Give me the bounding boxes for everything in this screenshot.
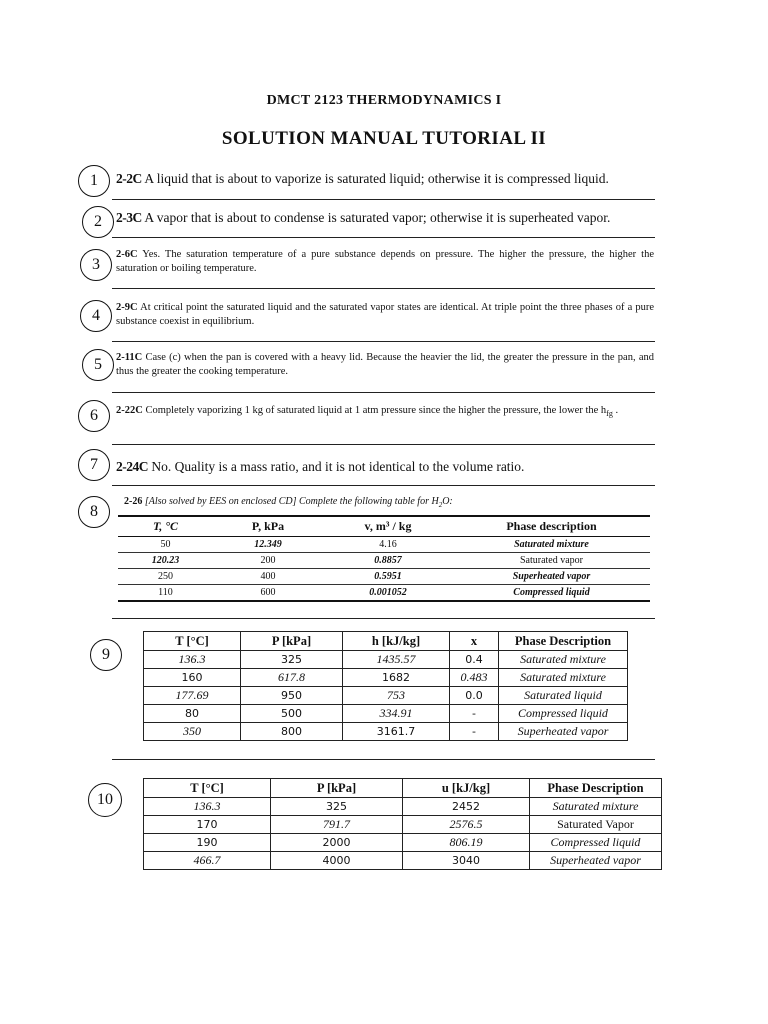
table-cell: 806.19 xyxy=(403,834,530,852)
question-number-2: 2 xyxy=(82,206,114,238)
question-number-3: 3 xyxy=(80,249,112,281)
q10-table xyxy=(143,778,662,870)
answer-6 xyxy=(116,404,654,419)
answer-code: 2-2C xyxy=(116,171,142,186)
table-cell: 250 xyxy=(118,569,213,585)
divider xyxy=(112,199,655,200)
table-row xyxy=(144,852,662,870)
table-cell: 136.3 xyxy=(144,798,271,816)
table-cell: 617.8 xyxy=(241,669,343,687)
table-cell: 50 xyxy=(118,537,213,553)
answer-text: A vapor that is about to condense is saturated vapor; otherwise it is superheated vapor. xyxy=(141,210,611,225)
table-cell: Saturated mixture xyxy=(499,651,628,669)
divider xyxy=(112,444,655,445)
table-header-row xyxy=(144,779,662,798)
column-header: Phase Description xyxy=(499,632,628,651)
table-row xyxy=(118,585,650,602)
divider xyxy=(112,341,655,342)
table-cell: 190 xyxy=(144,834,271,852)
answer-3 xyxy=(116,248,654,277)
table-cell: 466.7 xyxy=(144,852,271,870)
table-cell: 800 xyxy=(241,723,343,741)
table-cell: 160 xyxy=(144,669,241,687)
table-cell: 2452 xyxy=(403,798,530,816)
table-row xyxy=(144,816,662,834)
column-header: Phase description xyxy=(453,516,650,537)
table-cell: 325 xyxy=(241,651,343,669)
divider xyxy=(112,618,655,619)
divider xyxy=(112,485,655,486)
answer-1 xyxy=(116,170,654,189)
answer-4 xyxy=(116,301,654,330)
table-cell: Compressed liquid xyxy=(530,834,662,852)
table-cell: 2000 xyxy=(271,834,403,852)
table-header-row xyxy=(118,516,650,537)
answer-text: At critical point the saturated liquid and the saturated vapor states are identical. At triple point the three phases of a pure substance coexist in equilibrium. xyxy=(116,302,654,328)
q8-intro-subscript: 2 xyxy=(438,501,443,509)
q8-intro-tail: O: xyxy=(442,496,453,507)
question-number-9: 9 xyxy=(90,639,122,671)
column-header: Phase Description xyxy=(530,779,662,798)
answer-code: 2-11C xyxy=(116,352,143,363)
table-row xyxy=(118,553,650,569)
column-header: u [kJ/kg] xyxy=(403,779,530,798)
table-cell: - xyxy=(450,705,499,723)
table-row xyxy=(144,687,628,705)
table-cell: 350 xyxy=(144,723,241,741)
table-cell: 325 xyxy=(271,798,403,816)
table-row xyxy=(144,705,628,723)
table-cell: 4000 xyxy=(271,852,403,870)
table-cell: 80 xyxy=(144,705,241,723)
table-cell: 950 xyxy=(241,687,343,705)
table-cell: 1435.57 xyxy=(343,651,450,669)
table-cell: 0.001052 xyxy=(323,585,453,602)
answer-code: 2-22C xyxy=(116,405,143,416)
question-number-7: 7 xyxy=(78,449,110,481)
divider xyxy=(112,759,655,760)
table-cell: 4.16 xyxy=(323,537,453,553)
q8-intro-text: [Also solved by EES on enclosed CD] Complete the following table for H xyxy=(142,496,439,507)
answer-5 xyxy=(116,351,654,380)
answer-text: Yes. The saturation temperature of a pure substance depends on pressure. The higher the pressure, the higher the saturation or boiling temperature. xyxy=(116,249,654,275)
column-header: T [°C] xyxy=(144,779,271,798)
answer-text: Case (c) when the pan is covered with a heavy lid. Because the heavier the lid, the greater the pressure in the pan, and thus the greater the cooking temperature. xyxy=(116,352,654,378)
table-cell: 200 xyxy=(213,553,323,569)
table-cell: Superheated vapor xyxy=(453,569,650,585)
answer-code: 2-3C xyxy=(116,210,142,225)
column-header: P [kPa] xyxy=(271,779,403,798)
question-number-5: 5 xyxy=(82,349,114,381)
table-row xyxy=(144,798,662,816)
answer-code: 2-6C xyxy=(116,249,138,260)
divider xyxy=(112,237,655,238)
q8-code: 2-26 xyxy=(124,496,143,507)
question-number-10: 10 xyxy=(88,783,122,817)
answer-code: 2-9C xyxy=(116,302,138,313)
table-row xyxy=(118,537,650,553)
table-cell: 1682 xyxy=(343,669,450,687)
answer-text: A liquid that is about to vaporize is saturated liquid; otherwise it is compressed liquid. xyxy=(141,171,609,186)
column-header: T, °C xyxy=(118,516,213,537)
table-cell: Saturated Vapor xyxy=(530,816,662,834)
table-cell: 177.69 xyxy=(144,687,241,705)
table-cell: 334.91 xyxy=(343,705,450,723)
answer-code: 2-24C xyxy=(116,459,148,474)
table-cell: Compressed liquid xyxy=(453,585,650,602)
table-cell: - xyxy=(450,723,499,741)
table-cell: 3040 xyxy=(403,852,530,870)
column-header: P, kPa xyxy=(213,516,323,537)
q8-intro xyxy=(124,496,650,509)
table-row xyxy=(144,669,628,687)
table-cell: Saturated mixture xyxy=(530,798,662,816)
table-row xyxy=(144,834,662,852)
page-title: SOLUTION MANUAL TUTORIAL II xyxy=(221,128,547,149)
table-cell: 0.8857 xyxy=(323,553,453,569)
question-number-8: 8 xyxy=(78,496,110,528)
column-header: h [kJ/kg] xyxy=(343,632,450,651)
question-number-6: 6 xyxy=(78,400,110,432)
divider xyxy=(112,392,655,393)
table-cell: 136.3 xyxy=(144,651,241,669)
answer-text: No. Quality is a mass ratio, and it is not identical to the volume ratio. xyxy=(148,459,525,474)
answer-tail: . xyxy=(612,405,619,416)
q8-block xyxy=(118,496,650,602)
table-row xyxy=(118,569,650,585)
table-cell: 170 xyxy=(144,816,271,834)
column-header: v, m³ / kg xyxy=(323,516,453,537)
table-cell: Saturated mixture xyxy=(499,669,628,687)
q8-table xyxy=(118,515,650,602)
question-number-1: 1 xyxy=(78,165,110,197)
table-cell: 120.23 xyxy=(118,553,213,569)
table-cell: 600 xyxy=(213,585,323,602)
table-cell: Superheated vapor xyxy=(530,852,662,870)
answer-text: Completely vaporizing 1 kg of saturated liquid at 1 atm pressure since the higher the pressure, the lower the h xyxy=(142,405,607,416)
table-cell: 2576.5 xyxy=(403,816,530,834)
table-cell: 0.5951 xyxy=(323,569,453,585)
table-row xyxy=(144,651,628,669)
table-cell: Saturated vapor xyxy=(453,553,650,569)
answer-subscript: fg xyxy=(606,409,613,419)
column-header: x xyxy=(450,632,499,651)
column-header: P [kPa] xyxy=(241,632,343,651)
table-cell: 3161.7 xyxy=(343,723,450,741)
table-cell: 500 xyxy=(241,705,343,723)
table-cell: 0.483 xyxy=(450,669,499,687)
table-cell: Saturated liquid xyxy=(499,687,628,705)
table-cell: 791.7 xyxy=(271,816,403,834)
answer-2 xyxy=(116,209,654,228)
column-header: T [°C] xyxy=(144,632,241,651)
question-number-4: 4 xyxy=(80,300,112,332)
course-title: DMCT 2123 THERMODYNAMICS I xyxy=(266,93,502,108)
table-cell: 0.4 xyxy=(450,651,499,669)
table-header-row xyxy=(144,632,628,651)
table-cell: 110 xyxy=(118,585,213,602)
table-cell: Saturated mixture xyxy=(453,537,650,553)
table-cell: 0.0 xyxy=(450,687,499,705)
answer-7 xyxy=(116,458,654,477)
table-cell: Compressed liquid xyxy=(499,705,628,723)
table-cell: 753 xyxy=(343,687,450,705)
table-cell: 12.349 xyxy=(213,537,323,553)
table-cell: Superheated vapor xyxy=(499,723,628,741)
divider xyxy=(112,288,655,289)
q9-table xyxy=(143,631,628,741)
table-row xyxy=(144,723,628,741)
table-cell: 400 xyxy=(213,569,323,585)
